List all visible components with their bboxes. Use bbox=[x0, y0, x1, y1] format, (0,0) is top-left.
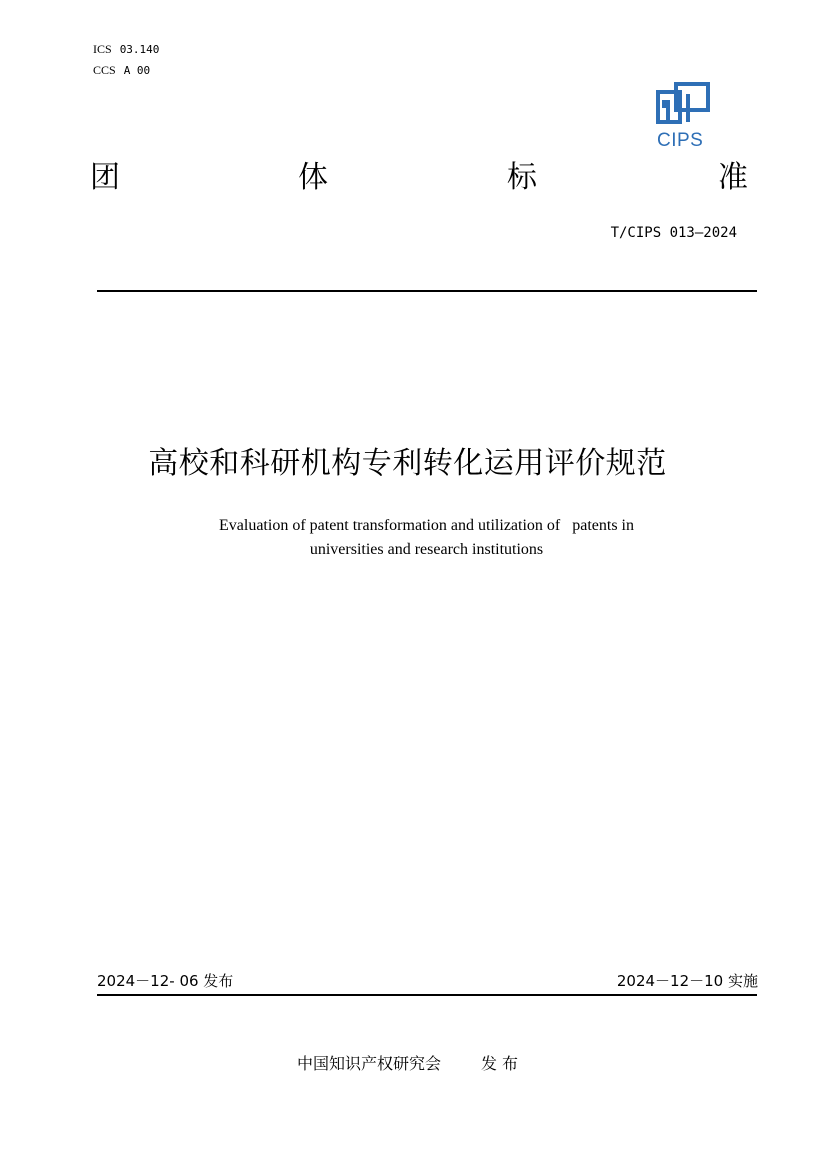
cips-logo-text: CIPS bbox=[657, 130, 704, 151]
bottom-divider bbox=[97, 994, 757, 996]
publish-date: 2024－12- 06 发布 bbox=[97, 972, 234, 990]
top-divider bbox=[97, 290, 757, 292]
cips-logo bbox=[654, 80, 714, 152]
standard-type-char-4: 准 bbox=[718, 160, 748, 195]
implement-date: 2024－12－10 实施 bbox=[616, 972, 758, 990]
issuer-action: 发 布 bbox=[480, 1054, 519, 1073]
ccs-label: CCS bbox=[93, 63, 116, 77]
ccs-line bbox=[93, 62, 150, 79]
title-english-line-2: universities and research institutions bbox=[309, 541, 544, 558]
ics-line bbox=[93, 41, 159, 58]
title-english-2 bbox=[0, 538, 815, 562]
standard-type-char-2: 体 bbox=[298, 160, 328, 195]
title-english-line-1: Evaluation of patent transformation and utilization of patents in bbox=[219, 517, 634, 534]
issuer-organization: 中国知识产权研究会 bbox=[296, 1054, 441, 1073]
standard-type-char-3: 标 bbox=[507, 160, 537, 195]
ccs-value: A 00 bbox=[123, 64, 151, 77]
issuer-line bbox=[0, 1052, 815, 1076]
cips-logo-icon bbox=[654, 80, 714, 130]
standard-number: T/CIPS 013—2024 bbox=[610, 225, 737, 241]
standard-type-char-1: 团 bbox=[90, 160, 120, 195]
ics-label: ICS bbox=[93, 42, 112, 56]
title-chinese: 高校和科研机构专利转化运用评价规范 bbox=[148, 446, 667, 481]
title-english bbox=[0, 514, 815, 538]
ics-value: 03.140 bbox=[119, 43, 160, 56]
